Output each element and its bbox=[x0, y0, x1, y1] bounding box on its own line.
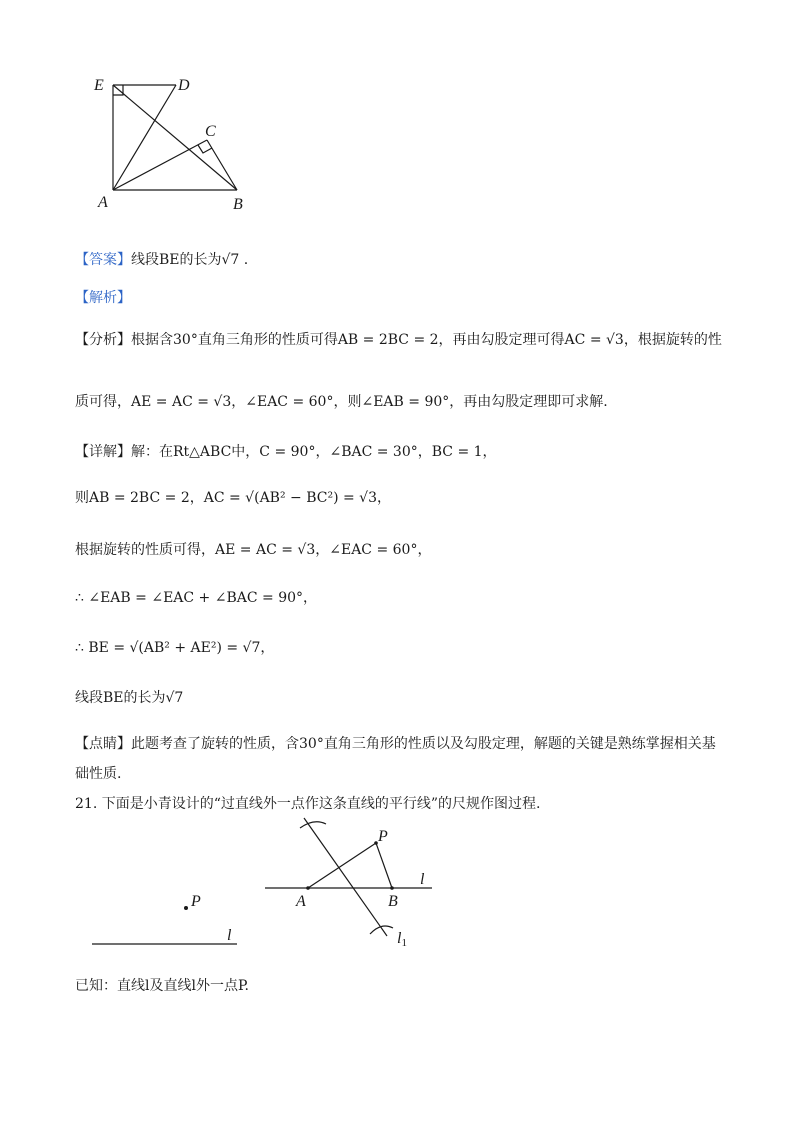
label-A: A bbox=[98, 194, 108, 211]
analysis-tag: 【解析】 bbox=[75, 290, 131, 306]
dianjing-tag: 【点睛】 bbox=[75, 736, 131, 752]
xiangjie-text-1: 解：在Rt△ABC中，C = 90°，∠BAC = 30°，BC = 1， bbox=[131, 444, 497, 460]
segment-AP bbox=[308, 843, 376, 888]
label-B: B bbox=[233, 196, 243, 213]
label-B-construction: B bbox=[388, 893, 398, 910]
xiangjie-line-4: ∴ ∠EAB = ∠EAC + ∠BAC = 90°， bbox=[75, 590, 318, 606]
label-l1-subscript: 1 bbox=[401, 937, 407, 949]
label-A-construction: A bbox=[296, 893, 306, 910]
fenxi-text-1: 根据含30°直角三角形的性质可得AB = 2BC = 2，再由勾股定理可得AC = √3，根据旋转的性 bbox=[131, 332, 722, 348]
label-E: E bbox=[94, 77, 104, 94]
label-P-construction: P bbox=[378, 828, 388, 845]
question-21-title: 21. 下面是小青设计的“过直线外一点作这条直线的平行线”的尺规作图过程. bbox=[75, 796, 541, 812]
fenxi-line-2: 质可得，AE = AC = √3，∠EAC = 60°，则∠EAB = 90°，再由勾股定理即可求解. bbox=[75, 394, 608, 410]
label-l-construction: l bbox=[420, 871, 425, 888]
xiangjie-line-2: 则AB = 2BC = 2，AC = √(AB² − BC²) = √3， bbox=[75, 490, 392, 506]
xiangjie-line-5: ∴ BE = √(AB² + AE²) = √7， bbox=[75, 640, 275, 656]
label-P: P bbox=[191, 893, 201, 910]
dianjing-line-2: 础性质. bbox=[75, 766, 122, 782]
xiangjie-line-6: 线段BE的长为√7 bbox=[75, 690, 184, 706]
answer-text: 线段BE的长为√7 . bbox=[131, 252, 249, 268]
label-C: C bbox=[205, 123, 216, 140]
point-A bbox=[306, 886, 310, 890]
xiangjie-tag: 【详解】 bbox=[75, 444, 131, 460]
dianjing-text-1: 此题考查了旋转的性质，含30°直角三角形的性质以及勾股定理，解题的关键是熟练掌握相关基 bbox=[131, 736, 716, 752]
point-B bbox=[390, 886, 394, 890]
label-l: l bbox=[227, 927, 232, 944]
answer-tag: 【答案】 bbox=[75, 252, 131, 268]
question-21-known: 已知：直线l及直线l外一点P. bbox=[75, 978, 249, 994]
segment-PB bbox=[376, 843, 392, 888]
fenxi-tag: 【分析】 bbox=[75, 332, 131, 348]
xiangjie-line-3: 根据旋转的性质可得，AE = AC = √3，∠EAC = 60°， bbox=[75, 542, 432, 558]
label-l1: l1 bbox=[397, 930, 407, 949]
arc-top bbox=[300, 822, 326, 828]
label-D: D bbox=[178, 77, 190, 94]
line-l1 bbox=[304, 818, 387, 936]
